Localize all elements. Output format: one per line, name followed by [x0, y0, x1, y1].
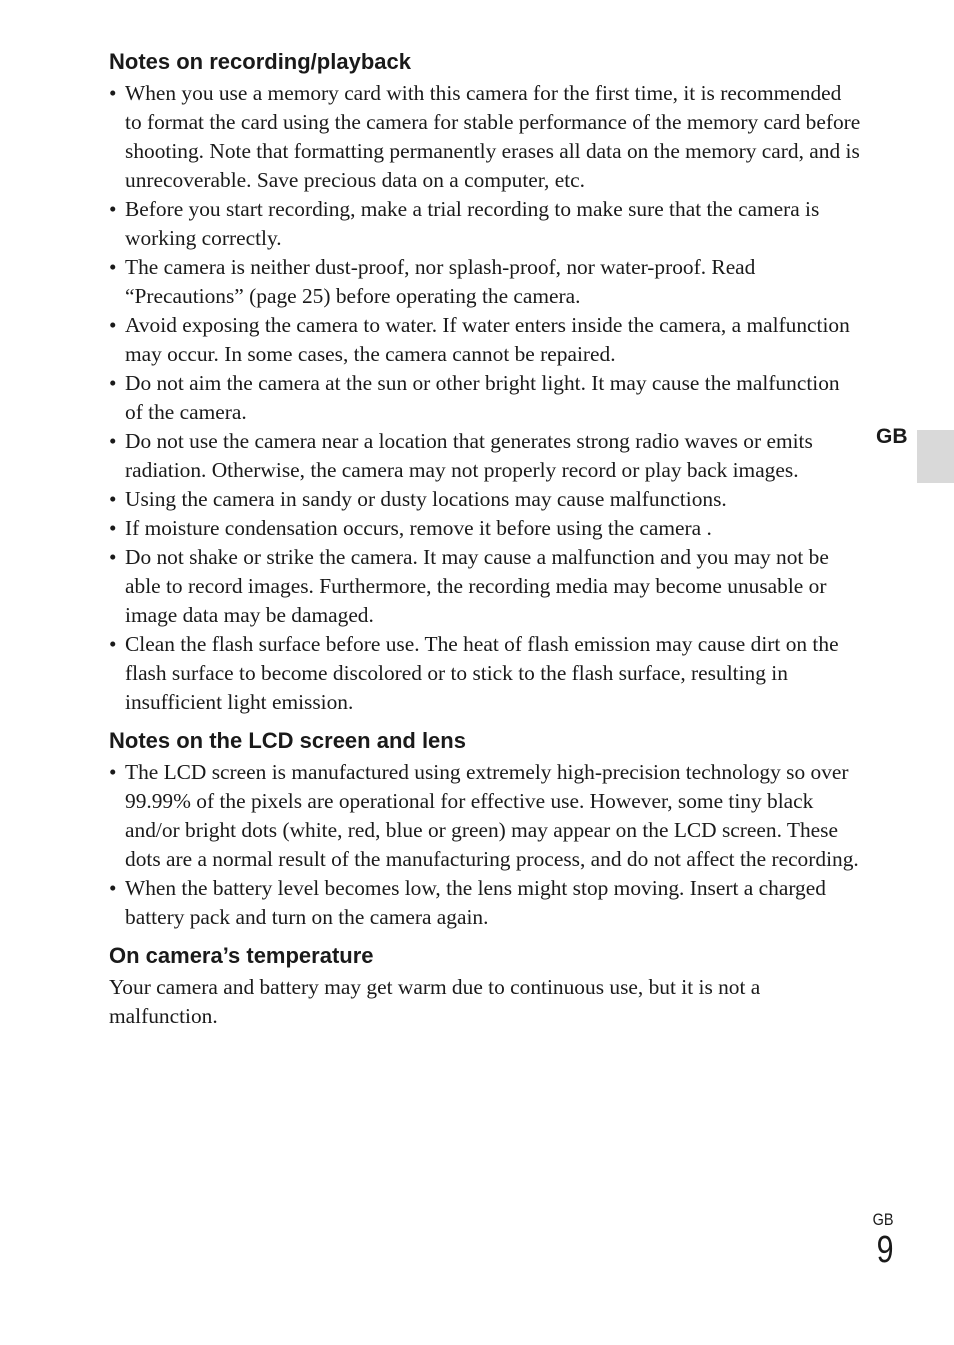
list-item-text: Clean the flash surface before use. The heat of flash emission may cause dirt on the flash surface to become discolored or to stick to the flash surface, resulting in insufficient light emission. [125, 632, 839, 714]
list-item-text: The camera is neither dust-proof, nor splash-proof, nor water-proof. Read “Precautions” (page 25) before operating the camera. [125, 255, 756, 308]
list-item [109, 427, 861, 485]
list-item [109, 195, 861, 253]
list-item [109, 758, 861, 874]
bullet-icon: • [109, 545, 117, 569]
bullet-icon: • [109, 632, 117, 656]
section-recording-playback [109, 48, 861, 717]
section-lcd-screen-lens [109, 727, 861, 932]
list-item [109, 514, 861, 543]
bullet-icon: • [109, 516, 117, 540]
bullet-icon: • [109, 429, 117, 453]
list-item-text: Do not aim the camera at the sun or other bright light. It may cause the malfunction of the camera. [125, 371, 840, 424]
bullet-icon: • [109, 760, 117, 784]
list-item-text: Before you start recording, make a trial recording to make sure that the camera is working correctly. [125, 197, 820, 250]
list-item-text: When the battery level becomes low, the lens might stop moving. Insert a charged battery pack and turn on the camera again. [125, 876, 826, 929]
page-number: 9 [877, 1229, 894, 1271]
bullet-icon: • [109, 197, 117, 221]
list-item [109, 630, 861, 717]
bullet-icon: • [109, 255, 117, 279]
bullet-list [109, 79, 861, 717]
list-item-text: Do not use the camera near a location that generates strong radio waves or emits radiation. Otherwise, the camera may not properly record or play back images. [125, 429, 813, 482]
bullet-icon: • [109, 371, 117, 395]
bullet-icon: • [109, 876, 117, 900]
list-item [109, 543, 861, 630]
page-language-code: GB [873, 1210, 894, 1229]
list-item [109, 311, 861, 369]
list-item-text: Avoid exposing the camera to water. If water enters inside the camera, a malfunction may occur. In some cases, the camera cannot be repaired. [125, 313, 850, 366]
section-camera-temperature [109, 942, 861, 1031]
list-item [109, 79, 861, 195]
side-tab-marker [917, 430, 954, 483]
bullet-icon: • [109, 487, 117, 511]
list-item [109, 485, 861, 514]
bullet-list [109, 758, 861, 932]
section-title: Notes on the LCD screen and lens [109, 728, 466, 753]
section-title: Notes on recording/playback [109, 49, 411, 74]
bullet-icon: • [109, 81, 117, 105]
list-item-text: The LCD screen is manufactured using extremely high-precision technology so over 99.99% of the pixels are operational for effective use. However, some tiny black and/or bright dots (white, red, blue or green) may appear on the LCD screen. These dots are a normal result of the manufacturing process, and do not affect the recording. [125, 760, 859, 871]
bullet-icon: • [109, 313, 117, 337]
list-item-text: Using the camera in sandy or dusty locations may cause malfunctions. [125, 487, 727, 511]
section-title: On camera’s temperature [109, 943, 374, 968]
list-item-text: Do not shake or strike the camera. It may cause a malfunction and you may not be able to record images. Furthermore, the recording media may become unusable or image data may be damaged. [125, 545, 829, 627]
page-footer [869, 1210, 894, 1270]
list-item-text: When you use a memory card with this camera for the first time, it is recommended to format the card using the camera for stable performance of the memory card before shooting. Note that formatting permanently erases all data on the memory card, and is unrecoverable. Save precious data on a computer, etc. [125, 81, 861, 192]
list-item [109, 874, 861, 932]
side-tab-label: GB [876, 425, 908, 448]
list-item [109, 369, 861, 427]
list-item-text: If moisture condensation occurs, remove it before using the camera . [125, 516, 712, 540]
paragraph: Your camera and battery may get warm due to continuous use, but it is not a malfunction. [109, 975, 761, 1028]
list-item [109, 253, 861, 311]
page-content [109, 48, 861, 1031]
